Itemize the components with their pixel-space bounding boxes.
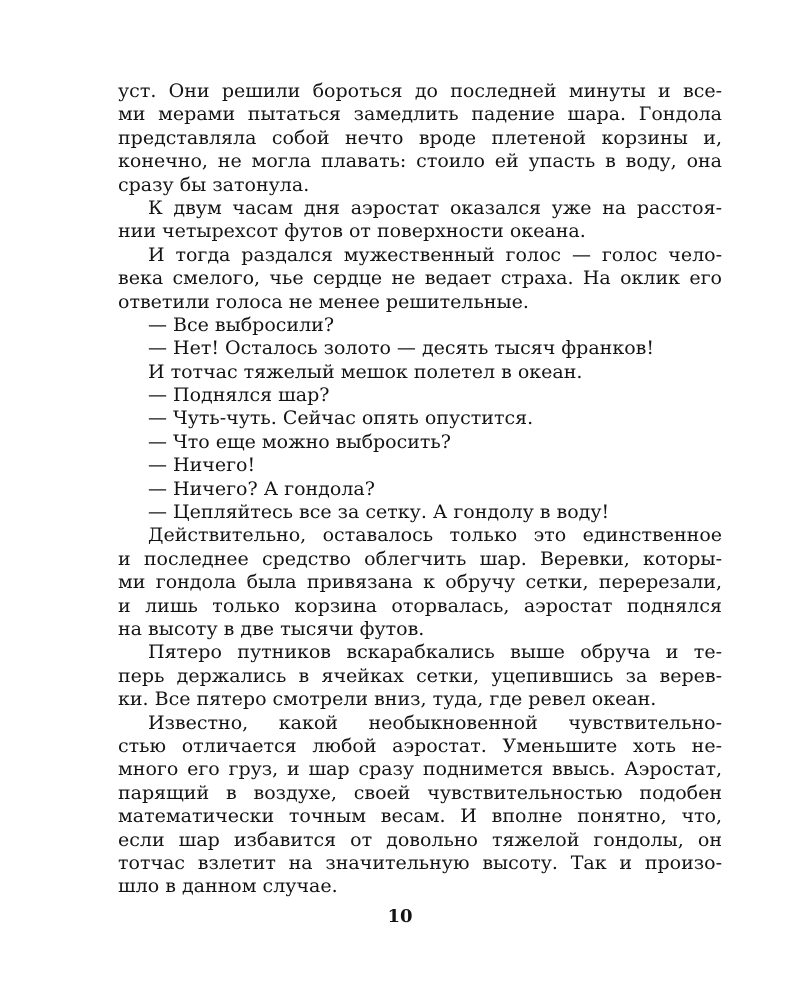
- text-line: К двум часам дня аэростат оказался уже на расстоя-: [148, 196, 722, 219]
- text-line: и лишь только корзина оторвалась, аэростат поднялся: [118, 594, 722, 617]
- text-line: ми мерами пытаться замедлить падение шара. Гондола: [118, 103, 722, 126]
- body-text: [118, 80, 722, 899]
- text-line: конечно, не могла плавать: стоило ей упасть в воду, она: [118, 150, 722, 173]
- text-line: и последнее средство облегчить шар. Веревки, которы-: [118, 547, 722, 570]
- dialogue-line: — Ничего!: [148, 454, 256, 477]
- dialogue-line: — Поднялся шар?: [148, 384, 330, 407]
- dialogue-line: — Что еще можно выбросить?: [148, 430, 451, 453]
- text-line: уст. Они решили бороться до последней минуты и все-: [118, 80, 722, 102]
- text-line: Пятеро путников вскарабкались выше обруча и те-: [148, 641, 722, 664]
- text-line: И тотчас тяжелый мешок полетел в океан.: [148, 360, 583, 383]
- text-line: стью отличается любой аэростат. Уменьшите хоть не-: [118, 734, 722, 757]
- text-line: Известно, какой необыкновенной чувствительно-: [148, 711, 722, 734]
- text-line: И тогда раздался мужественный голос — голос чело-: [148, 243, 722, 266]
- text-line: века смелого, чье сердце не ведает страха. На оклик его: [118, 267, 722, 290]
- text-line: ки. Все пятеро смотрели вниз, туда, где ревел океан.: [118, 688, 657, 711]
- dialogue-line: — Все выбросили?: [148, 313, 335, 336]
- dialogue-line: — Нет! Осталось золото — десять тысяч франков!: [148, 337, 654, 360]
- text-line: перь держались в ячейках сетки, уцепившись за верев-: [118, 664, 722, 687]
- text-line: сразу бы затонула.: [118, 173, 310, 196]
- text-line: математически точным весам. И вполне понятно, что,: [118, 805, 722, 828]
- dialogue-line: — Цепляйтесь все за сетку. А гондолу в воду!: [148, 501, 610, 524]
- text-line: представляла собой нечто вроде плетеной корзины и,: [118, 126, 722, 149]
- text-line: Действительно, оставалось только это единственное: [148, 524, 722, 547]
- text-line: нии четырехсот футов от поверхности океана.: [118, 220, 586, 243]
- page-number: 10: [387, 906, 413, 927]
- text-line: на высоту в две тысячи футов.: [118, 617, 425, 640]
- text-line: если шар избавится от довольно тяжелой гондолы, он: [118, 828, 722, 851]
- text-line: шло в данном случае.: [118, 875, 338, 898]
- text-line: тотчас взлетит на значительную высоту. Так и произо-: [118, 851, 722, 874]
- text-line: парящий в воздухе, своей чувствительностью подобен: [118, 781, 722, 804]
- text-line: ми гондола была привязана к обручу сетки, перерезали,: [118, 571, 722, 594]
- text-line: много его груз, и шар сразу поднимется ввысь. Аэростат,: [118, 758, 722, 781]
- text-line: ответили голоса не менее решительные.: [118, 290, 529, 313]
- dialogue-line: — Чуть-чуть. Сейчас опять опустится.: [148, 407, 534, 430]
- dialogue-line: — Ничего? А гондола?: [148, 477, 375, 500]
